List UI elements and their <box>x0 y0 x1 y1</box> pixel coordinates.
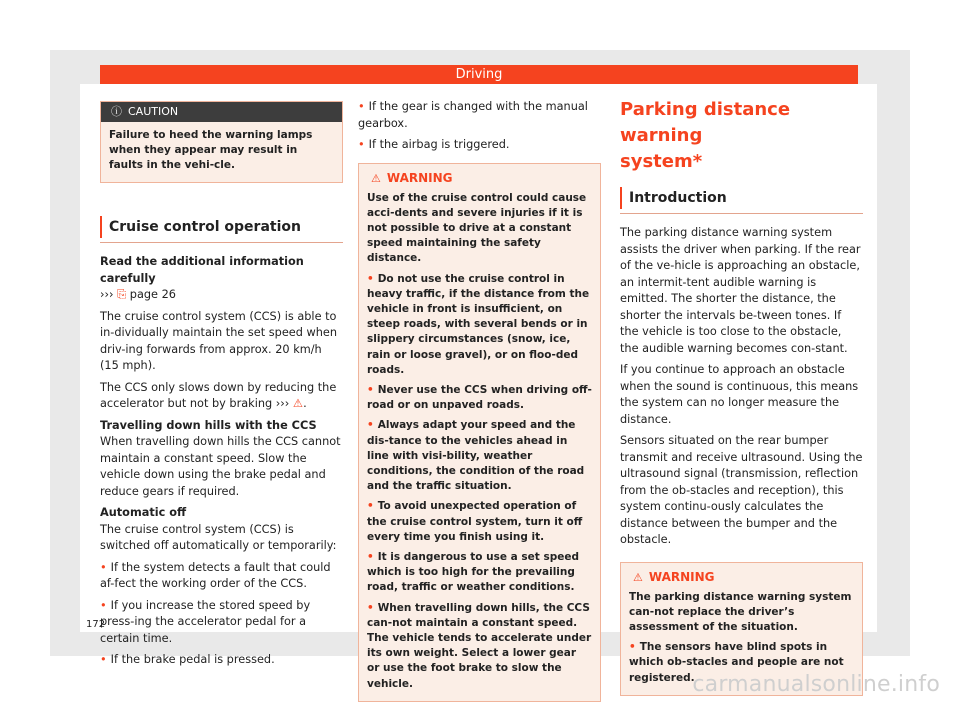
warning-box-cruise-control <box>358 163 601 702</box>
bullet-icon: • <box>367 272 374 285</box>
paragraph: When travelling down hills the CCS cannot maintain a constant speed. Slow the vehicle down using the brake pedal and reduce gears if required. <box>100 435 341 498</box>
caution-text: Failure to heed the warning lamps when they appear may result in faults in the vehi-cle. <box>109 129 313 171</box>
warning-triangle-icon: ⚠ <box>633 570 643 584</box>
caution-header <box>101 102 342 122</box>
bullet-icon: • <box>100 653 107 666</box>
section-title-introduction: Introduction <box>620 187 863 209</box>
list-item: • If the airbag is triggered. <box>358 138 510 151</box>
bullet-icon: • <box>367 383 374 396</box>
warning-item: • Always adapt your speed and the dis-tance to the vehicles ahead in line with visi-bility, weather conditions, the condition of the road and the traffic situation. <box>367 419 585 493</box>
subheading-downhill: Travelling down hills with the CCS <box>100 418 317 432</box>
warning-triangle-icon: ⚠ <box>371 171 381 185</box>
warning-label: WARNING <box>648 569 715 584</box>
bullet-icon: • <box>367 550 374 563</box>
paragraph: The parking distance warning system assists the driver when parking. If the rear of the ve-hicle is approaching an obstacle, an intermit-tent audible warning is emitted. The shorter the distance, the shorter the intervals be-tween tones. If the vehicle is too close to the obstacle, the audible warning becomes con-stant. <box>620 226 861 355</box>
page-number: 172 <box>86 619 106 630</box>
list-item: • If the gear is changed with the manual gearbox. <box>358 100 588 130</box>
warning-item: • Do not use the cruise control in heavy traffic, if the distance from the vehicle in front is insufficient, on steep roads, with several bends or in slippery circumstances (snow, ice, rain or loose gravel), or on floo-ded roads. <box>367 272 590 376</box>
chapter-header: Driving <box>100 65 858 84</box>
paragraph: Sensors situated on the rear bumper transmit and receive ultrasound. Using the ultrasound signal (transmission, reflection from the ob-stacles and reception), this system continu-ously calculates the distance between the bumper and the obstacle. <box>620 434 863 546</box>
divider <box>100 242 343 243</box>
subheading-automatic-off: Automatic off <box>100 506 187 519</box>
warning-header <box>621 567 862 587</box>
warning-body <box>359 188 600 701</box>
book-reference-icon: ⎘ <box>117 288 127 301</box>
column-1 <box>100 84 343 669</box>
bullet-icon: • <box>358 100 365 113</box>
caution-label: CAUTION <box>128 105 179 118</box>
paragraph: The CCS only slows down by reducing the accelerator but not by braking ››› ⚠. <box>100 380 337 410</box>
warning-item: • Never use the CCS when driving off-road or on unpaved roads. <box>367 383 592 412</box>
warning-item: • The sensors have blind spots in which ob-stacles and people are not registered. <box>629 641 844 684</box>
bullet-icon: • <box>100 598 107 612</box>
column-3 <box>620 84 863 696</box>
list-item: • If you increase the stored speed by press-ing the accelerator pedal for a certain time. <box>100 598 311 645</box>
list-item: • If the brake pedal is pressed. <box>100 653 275 666</box>
bullet-icon: • <box>629 641 636 654</box>
caution-box <box>100 101 343 183</box>
section-title-cruise-control: Cruise control operation <box>100 216 343 238</box>
column-2 <box>358 84 601 702</box>
warning-triangle-icon: ⚠ <box>292 397 304 410</box>
paragraph: If you continue to approach an obstacle when the sound is continuous, this means the system can no longer measure the distance. <box>620 363 859 426</box>
page-reference: page 26 <box>129 288 176 301</box>
info-circle-icon: ⓘ <box>111 105 122 118</box>
divider <box>620 213 863 214</box>
warning-label: WARNING <box>386 170 453 185</box>
warning-text: Use of the cruise control could cause acci-dents and severe injuries if it is not possible to drive at a constant speed maintaining the safety distance. <box>367 191 587 265</box>
warning-ref-arrows: ››› <box>275 397 290 410</box>
bullet-icon: • <box>358 138 365 151</box>
warning-item: • When travelling down hills, the CCS can-not maintain a constant speed. The vehicle tends to accelerate under its own weight. Select a lower gear or use the foot brake to slow the vehicle. <box>367 601 592 690</box>
read-more-reference[interactable] <box>100 287 343 304</box>
bullet-icon: • <box>100 560 107 574</box>
chapter-title: Parking distance warning system* <box>620 99 791 172</box>
paragraph: The cruise control system (CCS) is able to in-dividually maintain the set speed when driv-ing forwards from approx. 20 km/h (15 mph). <box>100 309 337 372</box>
bullet-icon: • <box>367 500 374 513</box>
ref-arrows: ››› <box>100 288 114 301</box>
warning-text: The parking distance warning system can-not replace the driver’s assessment of the situation. <box>629 590 852 633</box>
warning-item: • To avoid unexpected operation of the cruise control system, turn it off every time you finish using it. <box>367 500 583 543</box>
paragraph: The cruise control system (CCS) is switched off automatically or temporarily: <box>100 522 337 552</box>
watermark: carmanualsonline.info <box>692 672 940 697</box>
list-item: • If the system detects a fault that could af-fect the working order of the CCS. <box>100 560 331 590</box>
warning-item: • It is dangerous to use a set speed which is too high for the prevailing road, traffic or weather conditions. <box>367 550 579 594</box>
warning-header <box>359 168 600 188</box>
read-more-heading: Read the additional information carefully <box>100 255 304 285</box>
bullet-icon: • <box>367 419 374 432</box>
bullet-icon: • <box>367 601 374 614</box>
